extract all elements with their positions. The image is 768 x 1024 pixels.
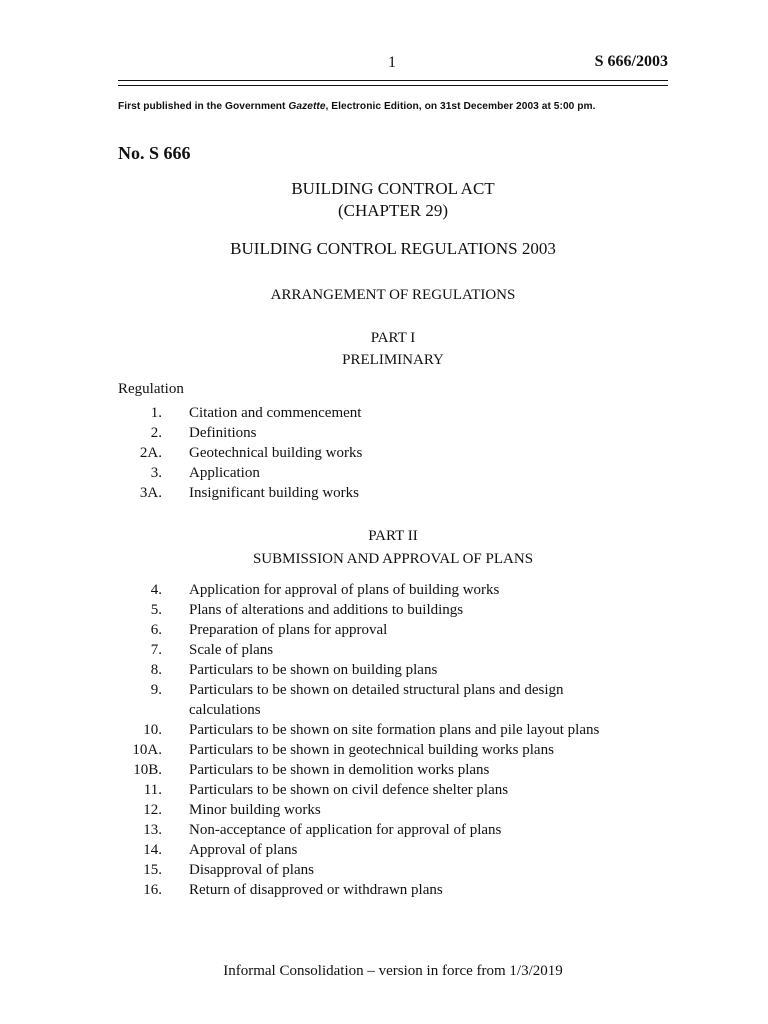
header-rule-bottom [118, 85, 668, 86]
published-note-suffix: , Electronic Edition, on 31st December 2003 at 5:00 pm. [325, 101, 596, 112]
toc-item-number: 6. [150, 622, 162, 638]
toc-item-number: 13. [143, 822, 162, 838]
toc-item [118, 660, 638, 680]
toc-item [118, 640, 638, 660]
toc-item [118, 463, 638, 483]
toc-item-number: 1. [150, 405, 162, 421]
toc-item-number: 9. [150, 682, 162, 698]
toc-item [118, 740, 638, 760]
toc-item [118, 423, 638, 443]
act-title: BUILDING CONTROL ACT [291, 179, 495, 198]
part-2-contents [118, 580, 638, 900]
toc-item-title: Particulars to be shown on detailed structural plans and design calculations [189, 682, 564, 718]
published-note-gazette: Gazette [288, 101, 326, 112]
toc-item-title: Particulars to be shown in demolition works plans [189, 762, 490, 778]
published-note-prefix: First published in the Government [118, 101, 289, 112]
toc-item-title: Non-acceptance of application for approval of plans [189, 822, 502, 838]
chapter-label: (CHAPTER 29) [337, 201, 449, 220]
toc-item-number: 10A. [132, 742, 162, 758]
part-1-contents [118, 403, 638, 503]
toc-item-number: 8. [150, 662, 162, 678]
toc-item [118, 600, 638, 620]
toc-item-title: Particulars to be shown on civil defence shelter plans [189, 782, 509, 798]
toc-item-number: 5. [150, 602, 162, 618]
toc-item [118, 443, 638, 463]
footer-consolidation-note: Informal Consolidation – version in force from 1/3/2019 [223, 963, 563, 979]
toc-item-title: Definitions [189, 425, 257, 441]
toc-item-number: 11. [143, 782, 162, 798]
toc-item [118, 840, 638, 860]
toc-item-number: 3A. [139, 485, 162, 501]
toc-item-title: Citation and commencement [189, 405, 362, 421]
toc-item-title: Return of disapproved or withdrawn plans [189, 882, 443, 898]
toc-item-number: 15. [143, 862, 162, 878]
toc-item-title: Minor building works [189, 802, 321, 818]
toc-item-number: 14. [143, 842, 162, 858]
regulation-column-label: Regulation [118, 381, 184, 397]
toc-item [118, 483, 638, 503]
toc-item-title: Particulars to be shown on site formation plans and pile layout plans [189, 722, 600, 738]
published-note [118, 101, 678, 112]
regulations-title: BUILDING CONTROL REGULATIONS 2003 [230, 239, 556, 258]
toc-item-title: Preparation of plans for approval [189, 622, 388, 638]
toc-item-title: Insignificant building works [189, 485, 359, 501]
toc-item-title: Application [189, 465, 260, 481]
toc-item-title: Application for approval of plans of building works [189, 582, 500, 598]
toc-item-number: 10. [143, 722, 162, 738]
toc-item-title: Disapproval of plans [189, 862, 314, 878]
gazette-number: S 666/2003 [594, 53, 668, 70]
toc-item-number: 16. [143, 882, 162, 898]
toc-item-number: 3. [150, 465, 162, 481]
toc-item [118, 680, 638, 720]
toc-item-title: Plans of alterations and additions to buildings [189, 602, 464, 618]
toc-item [118, 880, 638, 900]
part-1-heading: PRELIMINARY [342, 352, 444, 368]
toc-item-number: 10B. [133, 762, 162, 778]
part-2-label: PART II [368, 528, 418, 544]
part-2-heading: SUBMISSION AND APPROVAL OF PLANS [252, 551, 534, 567]
arrangement-heading: ARRANGEMENT OF REGULATIONS [270, 287, 516, 303]
toc-item [118, 780, 638, 800]
toc-item [118, 800, 638, 820]
toc-item-number: 12. [143, 802, 162, 818]
toc-item-title: Scale of plans [189, 642, 274, 658]
toc-item-number: 2A. [139, 445, 162, 461]
page-number: 1 [388, 54, 396, 71]
toc-item [118, 860, 638, 880]
part-1-label: PART I [370, 330, 416, 346]
toc-item [118, 820, 638, 840]
toc-item-title: Geotechnical building works [189, 445, 363, 461]
toc-item [118, 620, 638, 640]
toc-item-number: 2. [150, 425, 162, 441]
toc-item [118, 760, 638, 780]
toc-item [118, 403, 638, 423]
header-rule-top [118, 80, 668, 81]
toc-item [118, 720, 638, 740]
toc-item-title: Approval of plans [189, 842, 298, 858]
toc-item-title: Particulars to be shown on building plans [189, 662, 438, 678]
toc-item [118, 580, 638, 600]
notice-number: No. S 666 [118, 143, 191, 163]
toc-item-title: Particulars to be shown in geotechnical building works plans [189, 742, 554, 758]
toc-item-number: 7. [150, 642, 162, 658]
toc-item-number: 4. [150, 582, 162, 598]
